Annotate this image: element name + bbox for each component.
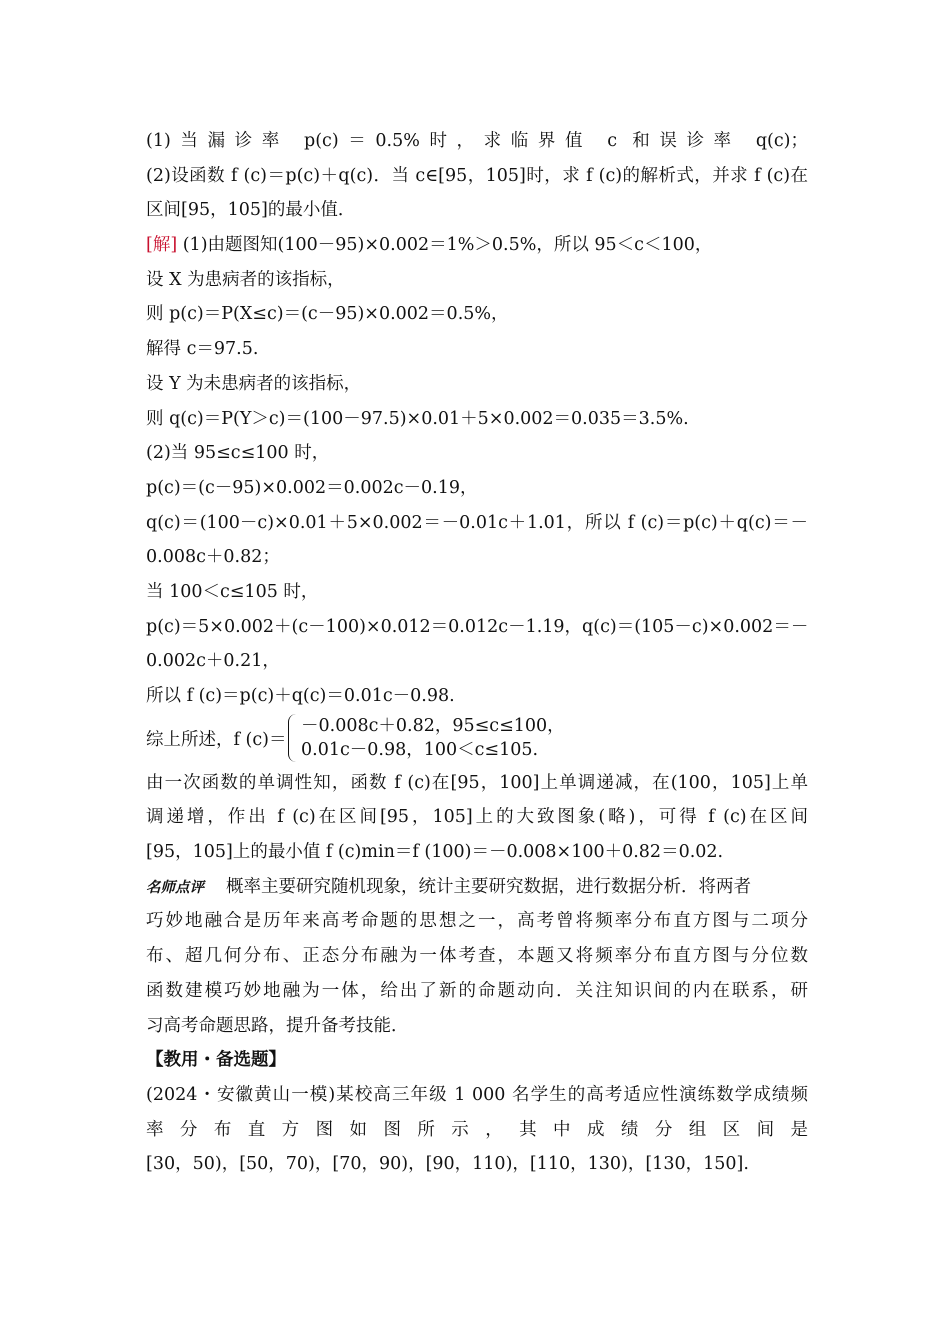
section-heading: 【教用・备选题】 (146, 1050, 286, 1071)
piecewise-label: 综上所述，f (c)＝ (146, 729, 287, 750)
solution-line-12: p(c)＝5×0.002＋(c－100)×0.012＝0.012c－1.19，q(c)＝(105－c)×0.002＝－ (146, 616, 809, 637)
solution-tag: [解] (146, 235, 178, 256)
conclusion-line-2: 调递增，作出 f (c)在区间[95，105]上的大致图象(略)，可得 f (c)在区间 (146, 807, 808, 828)
comment-line-5: 习高考命题思路，提升备考技能． (146, 1015, 409, 1036)
question-part-2-cont: 区间[95，105]的最小值． (146, 200, 356, 221)
comment-text: 概率主要研究随机现象，统计主要研究数据，进行数据分析．将两者 (226, 876, 751, 897)
problem-line-1: (2024・安徽黄山一模)某校高三年级 1 000 名学生的高考适应性演练数学成绩频 (146, 1084, 808, 1105)
solution-line-14: 所以 f (c)＝p(c)＋q(c)＝0.01c－0.98. (146, 686, 455, 706)
solution-line-11: 当 100＜c≤105 时， (146, 581, 319, 602)
conclusion-line-3: [95，105]上的最小值 f (c)min＝f (100)＝－0.008×100＋0.82＝0.02. (146, 842, 724, 863)
comment-line-1 (146, 870, 808, 905)
solution-line-13: 0.002c＋0.21， (146, 651, 280, 672)
solution-line-6: 则 q(c)＝P(Y＞c)＝(100－97.5)×0.01＋5×0.002＝0.035＝3.5%. (146, 408, 689, 429)
solution-line-9: q(c)＝(100－c)×0.01＋5×0.002＝－0.01c＋1.01，所以 f (c)＝p(c)＋q(c)＝－ (146, 512, 808, 533)
solution-line-2: 设 X 为患病者的该指标， (146, 269, 345, 290)
solution-line-7: (2)当 95≤c≤100 时， (146, 443, 330, 464)
conclusion-line-1: 由一次函数的单调性知，函数 f (c)在[95，100]上单调递减，在(100，105]上单 (146, 772, 808, 793)
document-page (146, 124, 808, 1182)
solution-line-8: p(c)＝(c－95)×0.002＝0.002c－0.19， (146, 477, 478, 498)
solution-line-4: 解得 c＝97.5. (146, 339, 259, 360)
comment-line-2: 巧妙地融合是历年来高考命题的思想之一，高考曾将频率分布直方图与二项分 (146, 911, 808, 932)
comment-tag: 名师点评 (146, 879, 204, 896)
problem-line-3: [30，50)，[50，70)，[70，90)，[90，110)，[110，130)，[130，150]. (146, 1154, 749, 1175)
piecewise-case-1: －0.008c＋0.82，95≤c≤100， (301, 715, 565, 736)
solution-line-3: 则 p(c)＝P(X≤c)＝(c－95)×0.002＝0.5%， (146, 304, 509, 325)
comment-line-3: 布、超几何分布、正态分布融为一体考查，本题又将频率分布直方图与分位数 (146, 946, 808, 967)
comment-line-4: 函数建模巧妙地融为一体，给出了新的命题动向．关注知识间的内在联系，研 (146, 980, 808, 1001)
solution-text: (1)由题图知(100－95)×0.002＝1%＞0.5%，所以 95＜c＜100， (182, 235, 713, 256)
question-part-1: (1)当漏诊率 p(c)＝0.5%时，求临界值 c 和误诊率 q(c)； (146, 131, 808, 151)
solution-line-10: 0.008c＋0.82； (146, 547, 280, 568)
left-brace (288, 714, 298, 762)
problem-line-2: 率分布直方图如图所示，其中成绩分组区间是 (146, 1119, 808, 1140)
piecewise-case-2: 0.01c－0.98，100＜c≤105. (301, 739, 539, 760)
solution-line-1 (146, 228, 808, 263)
piecewise-function (146, 714, 808, 766)
question-part-2: (2)设函数 f (c)＝p(c)＋q(c)．当 c∈[95，105]时，求 f (c)的解析式，并求 f (c)在 (146, 165, 808, 186)
solution-line-5: 设 Y 为未患病者的该指标， (146, 373, 362, 394)
